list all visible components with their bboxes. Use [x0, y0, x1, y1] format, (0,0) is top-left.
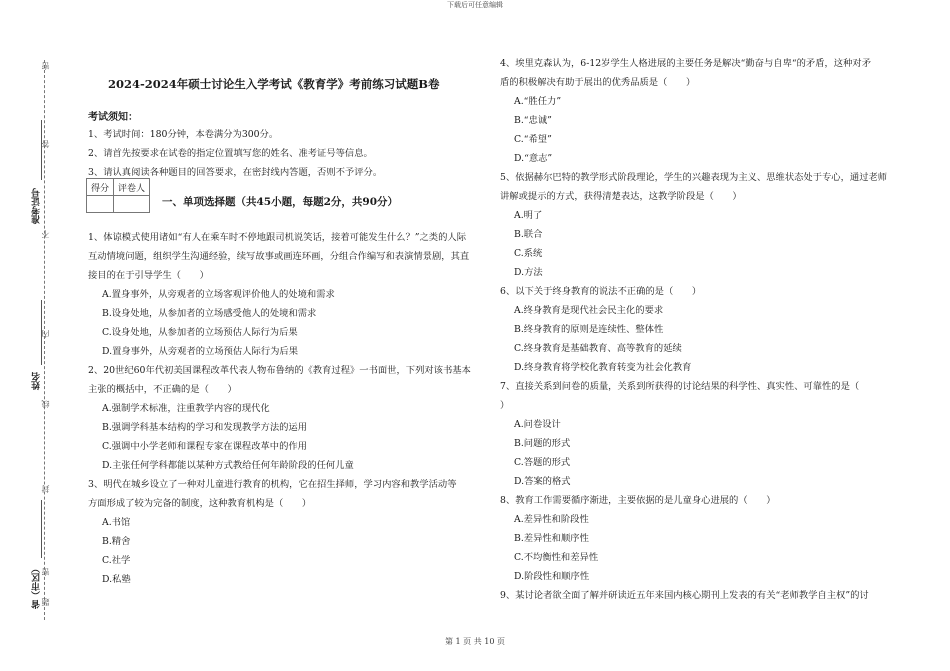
answer-option: C.终身教育是基础教育、高等教育的延续 — [514, 343, 682, 354]
exam-title: 2024-2024年硕士讨论生入学考试《教育学》考前练习试题B卷 — [108, 77, 440, 91]
answer-option: D.私塾 — [102, 574, 131, 585]
question-text: 3、明代在城乡设立了一种对儿童进行教育的机构，它在招生择师，学习内容和教学活动等 — [88, 479, 457, 490]
province-fill-line — [41, 500, 42, 558]
question-text: 1、体谅模式使用诸如“有人在乘车时不停地跟司机说笑话，接着可能发生什么？”之类的人际 — [88, 232, 466, 243]
question — [500, 168, 910, 282]
answer-option: C.答题的形式 — [514, 457, 571, 468]
question-text: 9、某讨论者欲全面了解并研读近五年来国内核心期刊上发表的有关“老师教学自主权”的讨 — [500, 590, 869, 601]
answer-option: D.阶段性和顺序性 — [514, 571, 590, 582]
answer-option: B.设身处地，从参加者的立场感受他人的处境和需求 — [102, 308, 317, 319]
answer-option: D.“意志” — [514, 153, 553, 164]
question-text: 8、教育工作需要循序渐进，主要依据的是儿童身心进展的（ ） — [500, 495, 776, 506]
score-box — [86, 178, 150, 213]
question — [500, 491, 910, 586]
binding-label-exam-number: 准考证号 — [32, 188, 42, 224]
question-text: 盾的积极解决有助于展出的优秀品质是（ ） — [500, 77, 696, 88]
answer-option: C.强调中小学老师和课程专家在课程改革中的作用 — [102, 441, 307, 452]
grader-label: 评卷人 — [114, 179, 150, 196]
answer-option: B.问题的形式 — [514, 438, 571, 449]
exam-number-fill-line — [41, 120, 42, 180]
binding-label-name: 姓名 — [32, 372, 42, 390]
question-text: 讲解或提示的方式，获得清楚表达，这教学阶段是（ ） — [500, 191, 742, 202]
notice-item: 2、请首先按要求在试卷的指定位置填写您的姓名、准考证号等信息。 — [88, 148, 373, 159]
question-text: ） — [500, 400, 510, 411]
answer-option: C.设身处地，从参加者的立场预估人际行为后果 — [102, 327, 298, 338]
question-text: 方面形成了较为完备的制度，这种教育机构是（ ） — [88, 498, 312, 509]
question-text: 7、直接关系到问卷的质量，关系到所获得的讨论结果的科学性、真实性、可靠性的是（ — [500, 381, 860, 392]
question-text: 2、20世纪60年代初美国课程改革代表人物布鲁纳的《教育过程》一书面世，下列对该书基本 — [88, 365, 471, 376]
answer-option: B.终身教育的原则是连续性、整体性 — [514, 324, 664, 335]
question-text: 互动情境问题，组织学生沟通经验，续写故事或画连环画，分组合作编写和表演情景剧，其直 — [88, 251, 470, 262]
question — [500, 377, 910, 491]
questions-left-column — [88, 228, 488, 589]
seal-word: 答 — [41, 140, 50, 148]
question-text: 接目的在于引导学生（ ） — [88, 270, 209, 281]
seal-word: 封 — [41, 485, 50, 493]
answer-option: A.差异性和阶段性 — [514, 514, 589, 525]
seal-word: 题 — [41, 598, 50, 606]
grader-cell[interactable] — [114, 196, 150, 213]
seal-word: 密 — [41, 62, 50, 70]
answer-option: A.置身事外，从旁观者的立场客观评价他人的处境和需求 — [102, 289, 335, 300]
answer-option: C.不均衡性和差异性 — [514, 552, 599, 563]
question — [500, 54, 910, 168]
answer-option: D.主张任何学科都能以某种方式教给任何年龄阶段的任何儿童 — [102, 460, 354, 471]
notice-item: 1、考试时间：180分钟，本卷满分为300分。 — [88, 129, 279, 140]
top-note: 下载后可任意编辑 — [447, 1, 503, 9]
notice-heading: 考试须知： — [88, 112, 138, 123]
notice-item: 3、请认真阅读各种题目的回答要求，在密封线内答题，否则不予评分。 — [88, 167, 383, 178]
question — [88, 475, 488, 589]
answer-option: A.明了 — [514, 210, 543, 221]
question — [88, 228, 488, 361]
seal-word: 密 — [41, 568, 50, 576]
answer-option: D.置身事外，从旁观者的立场预估人际行为后果 — [102, 346, 299, 357]
answer-option: A.“胜任力” — [514, 96, 562, 107]
score-cell[interactable] — [87, 196, 114, 213]
answer-option: A.书馆 — [102, 517, 131, 528]
answer-option: C.系统 — [514, 248, 543, 259]
seal-word: 不 — [41, 230, 50, 238]
question-text: 6、以下关于终身教育的说法不正确的是（ ） — [500, 286, 702, 297]
question-text: 4、埃里克森认为，6-12岁学生人格进展的主要任务是解决“勤奋与自卑“的矛盾，这种对矛 — [500, 58, 871, 69]
question-text: 主张的概括中，不正确的是（ ） — [88, 384, 237, 395]
answer-option: C.“希望” — [514, 134, 552, 145]
questions-right-column — [500, 54, 910, 605]
binding-label-province: 省（市区） — [32, 564, 42, 609]
question — [88, 361, 488, 475]
section-heading: 一、单项选择题（共45小题，每题2分，共90分） — [162, 196, 399, 208]
answer-option: B.“忠诚” — [514, 115, 552, 126]
score-label: 得分 — [87, 179, 114, 196]
answer-option: A.问卷设计 — [514, 419, 561, 430]
answer-option: B.差异性和顺序性 — [514, 533, 589, 544]
answer-option: A.终身教育是现代社会民主化的要求 — [514, 305, 664, 316]
seal-word: 线 — [41, 400, 50, 408]
answer-option: B.强调学科基本结构的学习和发现教学方法的运用 — [102, 422, 308, 433]
answer-option: B.联合 — [514, 229, 543, 240]
question — [500, 586, 910, 605]
answer-option: B.精舍 — [102, 536, 131, 547]
answer-option: C.社学 — [102, 555, 131, 566]
seal-word: 内 — [41, 330, 50, 338]
answer-option: D.方法 — [514, 267, 543, 278]
question — [500, 282, 910, 377]
page-footer: 第 1 页 共 10 页 — [445, 637, 505, 646]
answer-option: D.终身教育将学校化教育转变为社会化教育 — [514, 362, 692, 373]
answer-option: A.强制学术标准，注重教学内容的现代化 — [102, 403, 270, 414]
question-text: 5、依据赫尔巴特的教学形式阶段理论，学生的兴趣表现为主义、思维状态处于专心，通过老师 — [500, 172, 888, 183]
answer-option: D.答案的格式 — [514, 476, 571, 487]
